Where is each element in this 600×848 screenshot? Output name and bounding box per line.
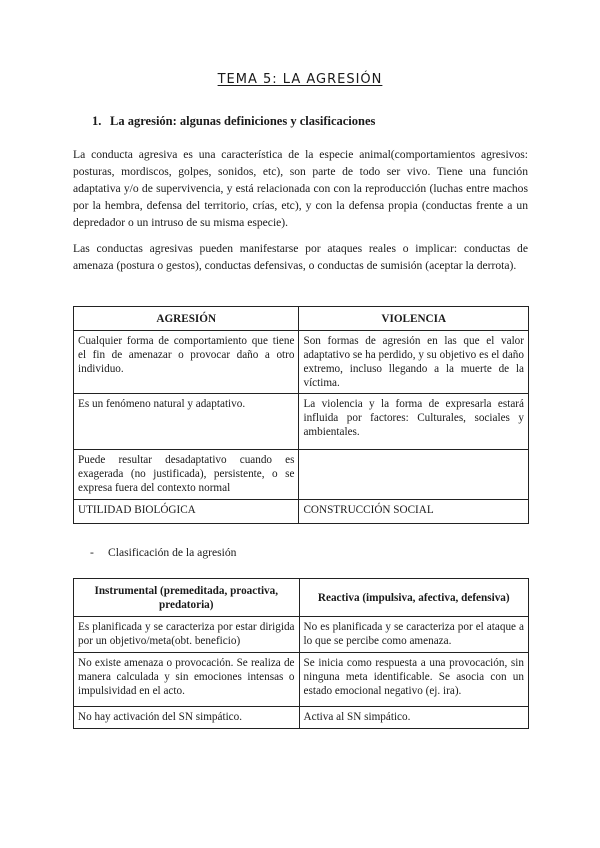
table-cell	[299, 450, 529, 500]
table-row	[74, 450, 529, 500]
section-heading-text: La agresión: algunas definiciones y clasificaciones	[110, 114, 376, 128]
section-heading	[92, 114, 375, 129]
table-header-cell: Reactiva (impulsiva, afectiva, defensiva)	[299, 579, 528, 617]
table-cell: Activa al SN simpático.	[299, 707, 528, 729]
table-cell: Cualquier forma de comportamiento que tiene el fin de amenazar o provocar daño a otro individuo.	[74, 331, 299, 394]
table-cell: Es planificada y se caracteriza por estar dirigida por un objetivo/meta(obt. beneficio)	[74, 617, 300, 653]
table-header-cell: Instrumental (premeditada, proactiva, predatoria)	[74, 579, 300, 617]
table-cell: Son formas de agresión en las que el valor adaptativo se ha perdido, y su objetivo es el daño extremo, incluso llegando a la muerte de la víctima.	[299, 331, 529, 394]
table-row	[74, 707, 529, 729]
table-row	[74, 653, 529, 707]
table-cell: CONSTRUCCIÓN SOCIAL	[299, 500, 529, 524]
table-row	[74, 331, 529, 394]
table-header-cell: VIOLENCIA	[299, 307, 529, 331]
table-cell: UTILIDAD BIOLÓGICA	[74, 500, 299, 524]
table-cell: No es planificada y se caracteriza por el ataque a lo que se percibe como amenaza.	[299, 617, 528, 653]
table-cell: Se inicia como respuesta a una provocación, sin ninguna meta identificable. Se asocia con un estado emocional negativo (ej. ira).	[299, 653, 528, 707]
aggression-violence-table	[73, 306, 529, 524]
table-cell: No existe amenaza o provocación. Se realiza de manera calculada y sin emociones intensas o impulsividad en el acto.	[74, 653, 300, 707]
paragraph-2: Las conductas agresivas pueden manifestarse por ataques reales o implicar: conductas de amenaza (postura o gestos), conductas defensivas, o conductas de sumisión (aceptar la derrota).	[73, 242, 528, 272]
aggression-classification-table	[73, 578, 529, 729]
bullet-item	[90, 546, 236, 559]
paragraph-1: La conducta agresiva es una característica de la especie animal(comportamientos agresivos: posturas, mordiscos, golpes, sonidos, etc), son parte de todo ser vivo. Tiene una función adaptativa y/o de supervivencia, y está relacionada con con la reproducción (luchas entre machos por la hembra, defensa del territorio, crías, etc), y con la defensa propia (conductas frente a un depredador o un intruso de su misma especie).	[73, 148, 528, 229]
table-cell: Puede resultar desadaptativo cuando es exagerada (no justificada), persistente, o se expresa fuera del contexto normal	[74, 450, 299, 500]
table-header-row	[74, 307, 529, 331]
section-number: 1.	[92, 114, 102, 128]
page-title: TEMA 5: LA AGRESIÓN	[217, 72, 383, 87]
table-cell: No hay activación del SN simpático.	[74, 707, 300, 729]
table-row	[74, 394, 529, 450]
table-row	[74, 500, 529, 524]
table-header-row	[74, 579, 529, 617]
bullet-text: Clasificación de la agresión	[108, 546, 237, 559]
table-row	[74, 617, 529, 653]
table-cell: La violencia y la forma de expresarla estará influida por factores: Culturales, sociales y ambientales.	[299, 394, 529, 450]
bullet-marker: -	[90, 546, 94, 559]
table-cell: Es un fenómeno natural y adaptativo.	[74, 394, 299, 450]
table-header-cell: AGRESIÓN	[74, 307, 299, 331]
